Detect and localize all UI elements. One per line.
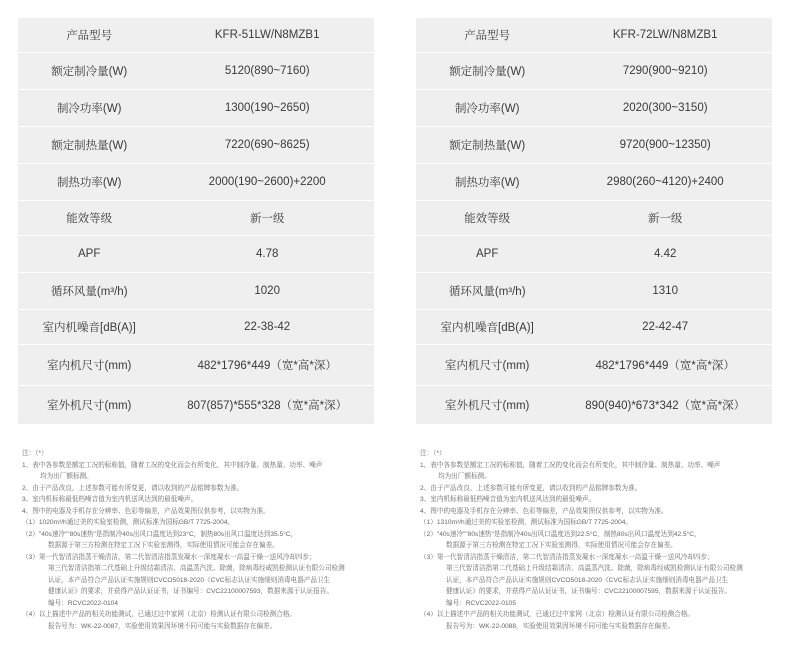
- spec-value: 1020: [254, 285, 280, 297]
- spec-label: 额定制热量(W): [51, 140, 128, 152]
- note-line: 数据源于第三方检测在特定工况下实验室测得，实际使用情况可能会存在偏差。: [446, 542, 677, 549]
- spec-value: 7220(690~8625): [224, 139, 310, 151]
- spec-value: 22-42-47: [642, 321, 689, 333]
- spec-value: 4.42: [653, 248, 677, 260]
- spec-row: [18, 18, 374, 53]
- spec-label: 额定制冷量(W): [51, 66, 128, 78]
- spec-row: [18, 201, 374, 236]
- spec-value: 2020(300~3150): [622, 102, 708, 114]
- note-line: （4）以上描述中产品的相关功能测试，已通过过中家网（北京）检测认证有限公司检测合格。: [420, 611, 695, 618]
- spec-value: 890(940)*673*342（宽*高*深）: [585, 400, 746, 412]
- spec-label: 制热功率(W): [56, 177, 122, 189]
- note-line: 1、表中各参数是额定工况的标称值，随着工况的变化而会有所变化，其中制冷量、制热量、功率、噪声: [22, 461, 323, 469]
- note-line: 报告号为：WK-22-0087，实验使用效果因环境不同可能与实验数据存在偏差。: [48, 622, 277, 630]
- spec-value: 482*1796*449（宽*高*深）: [595, 360, 735, 372]
- notes-right: [420, 448, 776, 632]
- spec-value: 新一级: [249, 213, 285, 225]
- spec-value: KFR-51LW/N8MZB1: [214, 29, 320, 41]
- note-line: 报告号为：WK-22-0088，实验使用效果因环境不同可能与实验数据存在偏差。: [446, 622, 675, 630]
- spec-row: [416, 127, 772, 164]
- note-line: 2、由于产品改良，上述参数可能有所变更，请以收到的产品铭牌参数为准。: [22, 484, 244, 492]
- spec-label: 室内机噪音[dB(A)]: [440, 322, 534, 334]
- note-line: （2）"40s速冷""80s速热"是指制冷40s出风口温度达到22.5°C，制热80s出风口温度达到42.5°C，: [420, 530, 701, 538]
- spec-row: [416, 53, 772, 90]
- spec-row: [18, 90, 374, 127]
- spec-label: 制冷功率(W): [454, 103, 520, 115]
- spec-value: 7290(900~9210): [622, 65, 708, 77]
- spec-value: 22-38-42: [244, 321, 291, 333]
- note-line: 注：（*）: [22, 450, 48, 457]
- note-line: 数据源于第三方检测在特定工况下实验室测得，实际使用情况可能会存在偏差。: [48, 542, 279, 549]
- note-line: 均为出厂额标测。: [438, 473, 491, 480]
- spec-row: [416, 345, 772, 386]
- spec-panel-left: [18, 18, 374, 424]
- spec-value: 2000(190~2600)+2200: [208, 176, 326, 188]
- note-line: 编号：RCVC2022-0105: [446, 599, 516, 607]
- spec-value: 1310: [652, 285, 678, 297]
- spec-value: 807(857)*555*328（宽*高*深）: [187, 400, 348, 412]
- note-line: （1）1020m³/h通过美的实验室检测，测试标准为国标GB/T 7725-2004。: [22, 519, 235, 526]
- note-line: 3、室内机标称最低档噪音值为室内机送风达到的最低噪声。: [22, 496, 198, 503]
- spec-row: [18, 310, 374, 345]
- spec-label: 额定制冷量(W): [449, 66, 526, 78]
- spec-row: [416, 201, 772, 236]
- note-line: 第三代智清洁指第二代基础上升级结霜清洁、高温蒸汽洗、除菌，除病毒经威凯检测认证有限公司检测: [48, 565, 345, 572]
- spec-panel-right: [416, 18, 772, 424]
- note-line: （4）以上描述中产品的相关功能测试，已通过过中家网（北京）检测认证有限公司检测合格。: [22, 611, 297, 618]
- spec-value: KFR-72LW/N8MZB1: [612, 29, 718, 41]
- spec-label: 室内机噪音[dB(A)]: [42, 322, 136, 334]
- note-line: 4、图中的电器及手机存在分辨率、色彩等偏差，产品效果图仅供参考，以实物为准。: [420, 507, 668, 515]
- spec-label: 能效等级: [66, 213, 113, 225]
- note-line: 1、表中各参数是额定工况的标称值，随着工况的变化而会有所变化，其中制冷量、制热量、功率、噪声: [420, 461, 721, 469]
- spec-row: [416, 273, 772, 310]
- spec-label: 产品型号: [464, 30, 511, 42]
- spec-label: 循环风量(m³/h): [50, 286, 128, 298]
- spec-label: APF: [476, 248, 499, 260]
- spec-row: [416, 164, 772, 201]
- spec-value: 9720(900~12350): [619, 139, 711, 151]
- spec-row: [416, 236, 772, 273]
- note-line: 均为出厂额标测。: [40, 473, 93, 480]
- spec-label: 室外机尺寸(mm): [47, 400, 132, 412]
- spec-row: [18, 386, 374, 424]
- note-line: 3、室内机标称最低档噪音值为室内机送风达到的最低噪声。: [420, 496, 596, 503]
- note-line: 第三代智清洁指第二代基础上升级结霜清洁、高温蒸汽洗、除菌，除病毒经威凯检测认证有限公司检测: [446, 565, 743, 572]
- spec-label: 制热功率(W): [454, 177, 520, 189]
- note-line: 注：（*）: [420, 450, 446, 457]
- spec-label: 循环风量(m³/h): [448, 286, 526, 298]
- spec-label: 能效等级: [464, 213, 511, 225]
- notes-left: [22, 448, 378, 632]
- note-line: 2、由于产品改良，上述参数可能有所变更，请以收到的产品铭牌参数为准。: [420, 484, 642, 492]
- spec-row: [416, 310, 772, 345]
- note-line: （3）第一代智清洁指蒸干燥清洁，第二代智清洁指蒸发凝水一深度凝水一高温干燥一送风冷却四步；: [420, 553, 714, 561]
- spec-value: 482*1796*449（宽*高*深）: [197, 360, 337, 372]
- note-line: （3）第一代智清洁指蒸干燥清洁，第二代智清洁指蒸发凝水一深度凝水一高温干燥一送风冷却四步；: [22, 553, 316, 561]
- spec-label: 室内机尺寸(mm): [445, 360, 530, 372]
- spec-row: [416, 386, 772, 424]
- spec-row: [416, 18, 772, 53]
- spec-table-left: [18, 18, 374, 424]
- spec-row: [18, 273, 374, 310]
- note-line: （1）1310m³/h通过美的实验室检测，测试标准为国标GB/T 7725-2004。: [420, 519, 633, 526]
- spec-label: 室外机尺寸(mm): [445, 400, 530, 412]
- spec-label: 产品型号: [66, 30, 113, 42]
- note-line: 认证，本产品符合产品认证实施规则CVCO5018-2020《CVC标志认证实施细则消毒电器产品卫生: [446, 576, 729, 584]
- spec-row: [18, 127, 374, 164]
- spec-table-right: [416, 18, 772, 424]
- spec-row: [416, 90, 772, 127]
- spec-row: [18, 164, 374, 201]
- spec-label: 制冷功率(W): [56, 103, 122, 115]
- note-line: 编号：RCVC2022-0104: [48, 599, 118, 607]
- note-line: 4、图中的电器及手机存在分辨率、色彩等偏差，产品效果图仅供参考，以实物为准。: [22, 507, 270, 515]
- note-line: 健康认证》的要求，并获得产品认证证书，证书编号：CVC22100007593，数据来源于认证报告。: [48, 588, 334, 595]
- spec-value: 1300(190~2650): [224, 102, 310, 114]
- spec-row: [18, 53, 374, 90]
- note-line: （2）"40s速冷""80s速热"是指制冷40s出风口温度达到23°C，制热80s出风口温度达到35.5°C，: [22, 530, 298, 538]
- note-line: 认证，本产品符合产品认证实施规则CVCO5018-2020《CVC标志认证实施细则消毒电器产品卫生: [48, 576, 331, 584]
- spec-label: 室内机尺寸(mm): [47, 360, 132, 372]
- spec-value: 5120(890~7160): [224, 65, 310, 77]
- spec-row: [18, 236, 374, 273]
- note-line: 健康认证》的要求，并获得产品认证证书，证书编号：CVC22100007595，数据来源于认证报告。: [446, 588, 732, 595]
- spec-label: APF: [78, 248, 101, 260]
- spec-value: 4.78: [255, 248, 279, 260]
- spec-label: 额定制热量(W): [449, 140, 526, 152]
- spec-value: 新一级: [647, 213, 683, 225]
- spec-value: 2980(260~4120)+2400: [606, 176, 724, 188]
- spec-row: [18, 345, 374, 386]
